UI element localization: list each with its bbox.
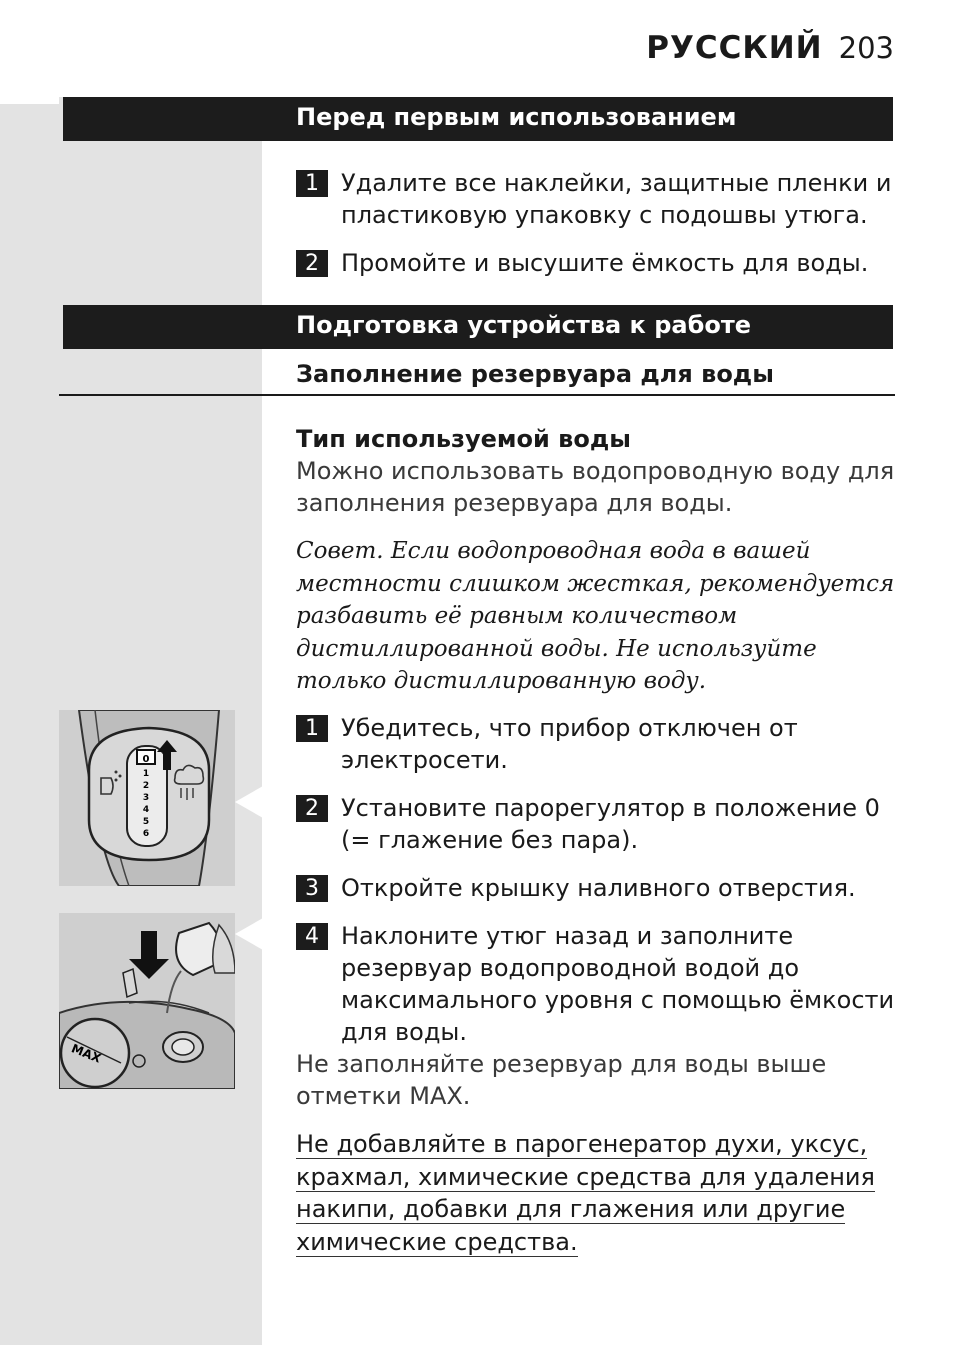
- step-item: [296, 167, 896, 231]
- filling-tank-illustration: [59, 913, 235, 1089]
- section-bar-preparing: [59, 305, 893, 349]
- water-type-block: [296, 423, 896, 519]
- dial-label: 6: [142, 829, 150, 839]
- step-number: 2: [296, 250, 328, 277]
- subsection-heading: [59, 350, 895, 396]
- section-bar-before-first-use: [59, 97, 893, 141]
- steam-dial-drawing: [59, 710, 235, 886]
- step-text: Установите парорегулятор в положение 0 (= глажение без пара).: [341, 794, 880, 854]
- steam-dial-illustration: [59, 710, 235, 886]
- step-item: [296, 247, 896, 279]
- dial-label: 5: [142, 817, 150, 827]
- warning-text: [296, 1128, 896, 1258]
- dial-label: 3: [142, 793, 150, 803]
- tip-text: Совет. Если водопроводная вода в вашей местности слишком жесткая, рекомендуется разбавить её равным количеством дистиллированной воды. Не используйте только дистиллированную воду.: [296, 538, 895, 694]
- illustration-pointer: [235, 918, 263, 950]
- step-item: [296, 872, 896, 904]
- step-number: 2: [296, 795, 328, 822]
- max-note-text: Не заполняйте резервуар для воды выше отметки MAX.: [296, 1050, 827, 1110]
- warning-text-underlined: Не добавляйте в парогенератор духи, уксус, крахмал, химические средства для удаления накипи, добавки для глажения или другие химические средства.: [296, 1130, 875, 1256]
- dial-label: 0: [142, 754, 150, 765]
- page-header: [646, 30, 894, 74]
- step-item: [296, 712, 896, 776]
- subsection-title: Заполнение резервуара для воды: [296, 360, 774, 388]
- water-type-heading: Тип используемой воды: [296, 425, 631, 453]
- step-number: 1: [296, 170, 328, 197]
- illustration-pointer: [235, 786, 263, 818]
- language-label: РУССКИЙ: [646, 30, 823, 66]
- step-text: Откройте крышку наливного отверстия.: [341, 874, 856, 902]
- step-text: Убедитесь, что прибор отключен от электросети.: [341, 714, 798, 774]
- step-text: Промойте и высушите ёмкость для воды.: [341, 249, 869, 277]
- filling-tank-drawing: [59, 913, 235, 1089]
- water-type-text: Можно использовать водопроводную воду для заполнения резервуара для воды.: [296, 457, 895, 517]
- dial-label: 2: [142, 781, 150, 791]
- dial-label: 4: [142, 805, 150, 815]
- step-number: 1: [296, 715, 328, 742]
- dial-label: 1: [142, 769, 150, 779]
- max-label: MAX: [69, 1041, 103, 1066]
- section-title: Подготовка устройства к работе: [296, 311, 752, 339]
- step-item: [296, 920, 896, 1048]
- page-number: 203: [838, 31, 894, 65]
- step-number: 4: [296, 923, 328, 950]
- section-title: Перед первым использованием: [296, 103, 737, 131]
- step-item: [296, 792, 896, 856]
- step-number: 3: [296, 875, 328, 902]
- step-text: Удалите все наклейки, защитные пленки и пластиковую упаковку с подошвы утюга.: [341, 169, 892, 229]
- step-text: Наклоните утюг назад и заполните резервуар водопроводной водой до максимального уровня с помощью ёмкости для воды.: [341, 922, 895, 1046]
